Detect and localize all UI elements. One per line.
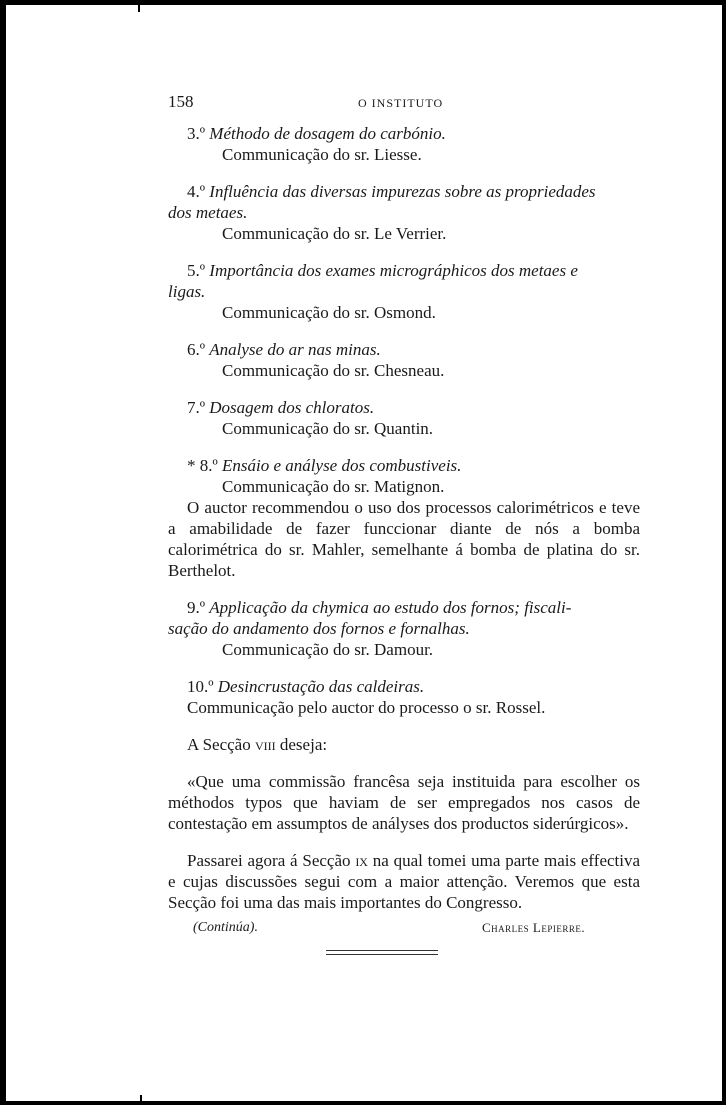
list-item: [168, 339, 640, 381]
list-item: [168, 397, 640, 439]
section-numeral: viii: [254, 735, 276, 754]
list-item: [168, 181, 640, 244]
item-number: 3.º: [187, 124, 206, 143]
running-title: O INSTITUTO: [358, 96, 444, 110]
end-rule-line: [326, 954, 438, 955]
item-communication: Communicação do sr. Matignon.: [222, 477, 445, 496]
item-number: 7.º: [187, 398, 206, 417]
scan-border-right: [722, 0, 726, 1105]
section-wish-lead: [168, 734, 640, 755]
item-title-continued: dos metaes.: [168, 203, 248, 222]
list-item: [168, 597, 640, 660]
scan-tick-top: [138, 0, 140, 12]
item-title: Méthodo de dosagem do carbónio.: [209, 124, 446, 143]
item-number: 5.º: [187, 261, 206, 280]
item-title: Dosagem dos chloratos.: [209, 398, 375, 417]
section-numeral: ix: [355, 851, 368, 870]
item-communication: Communicação do sr. Quantin.: [222, 419, 434, 438]
item-title-continued: ligas.: [168, 282, 206, 301]
closing-before: Passarei agora á Secção: [187, 851, 351, 870]
list-item: [168, 676, 640, 718]
item-number: 4.º: [187, 182, 206, 201]
item-title: Analyse do ar nas minas.: [209, 340, 381, 359]
item-note: O auctor recommendou o uso dos processos calorimétricos e teve a amabilidade de fazer funccionar diante de nós a bomba calorimétrica do sr. Mahler, semelhante á bomba de platina do sr. Berthelot.: [168, 498, 640, 580]
item-communication: Communicação pelo auctor do processo o sr. Rossel.: [187, 698, 546, 717]
author-signature: Charles Lepierre.: [482, 920, 586, 935]
item-number: 8.º: [199, 456, 218, 475]
section-wish-quote: «Que uma commissão francêsa seja instituida para escolher os méthodos typos que haviam de ser empregados nos casos de contestação em assumptos de anályses dos productos siderúrgicos».: [168, 772, 640, 833]
item-communication: Communicação do sr. Damour.: [222, 640, 434, 659]
page-number: 158: [168, 92, 194, 111]
list-item: [168, 455, 640, 581]
item-communication: Communicação do sr. Chesneau.: [222, 361, 445, 380]
item-title: Importância dos exames micrográphicos dos metaes e: [209, 261, 578, 280]
item-number: 9.º: [187, 598, 206, 617]
lead-text: A Secção: [187, 735, 251, 754]
continua-note: (Continúa).: [193, 920, 258, 935]
scan-border-left: [0, 0, 6, 1105]
list-item: [168, 123, 640, 165]
item-title: Desincrustação das caldeiras.: [217, 677, 425, 696]
item-title: Applicação da chymica ao estudo dos fornos; fiscali-: [209, 598, 572, 617]
end-rule: [326, 950, 438, 958]
list-item: [168, 260, 640, 323]
item-title: Ensáio e anályse dos combustiveis.: [222, 456, 462, 475]
item-number: 6.º: [187, 340, 206, 359]
scan-border-top: [0, 0, 726, 5]
lead-text-end: deseja:: [279, 735, 328, 754]
item-communication: Communicação do sr. Le Verrier.: [222, 224, 447, 243]
page-body: [168, 91, 640, 939]
scan-border-bottom: [0, 1101, 726, 1105]
end-rule-line: [326, 950, 438, 951]
signoff: [168, 917, 640, 939]
running-head: [168, 91, 640, 113]
item-communication: Communicação do sr. Liesse.: [222, 145, 422, 164]
scan-tick-bottom: [140, 1095, 142, 1105]
item-title-continued: sação do andamento dos fornos e fornalhas.: [168, 619, 470, 638]
closing-after: na qual tomei uma parte mais effectiva e cujas discussões segui com a maior attenção. Veremos que esta Secção foi uma das mais importantes do Congresso.: [168, 851, 641, 912]
closing-paragraph: [168, 850, 640, 913]
item-communication: Communicação do sr. Osmond.: [222, 303, 436, 322]
asterisk-marker: *: [187, 456, 196, 475]
item-title: Influência das diversas impurezas sobre as propriedades: [209, 182, 596, 201]
item-number: 10.º: [187, 677, 214, 696]
